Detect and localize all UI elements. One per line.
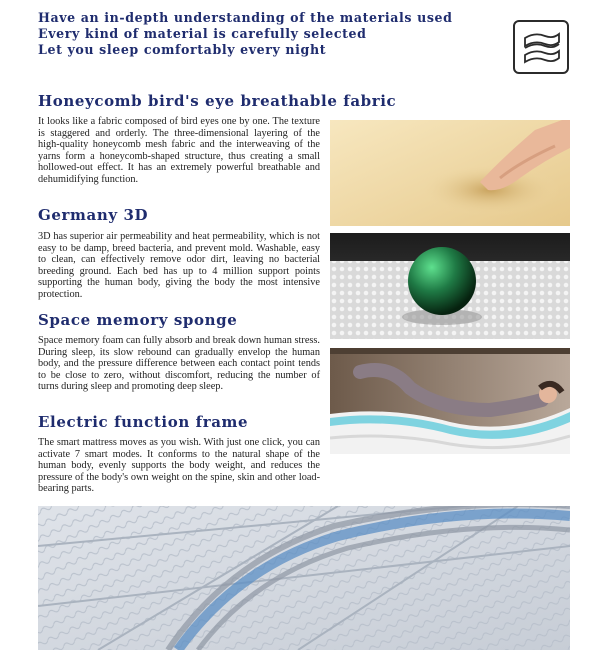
section-body-honeycomb: It looks like a fabric composed of bird eyes one by one. The texture is staggered and orderly. The three-dimensional layering of the high-quality honeycomb mesh fabric and the interweaving of the yarns form a honeycomb-shaped structure, thus creating a small hollowed-out effect. It has an extremely powerful breathable and dehumidifying function. xyxy=(38,116,320,185)
section-title-memory-sponge: Space memory sponge xyxy=(38,311,238,329)
section-title-germany-3d: Germany 3D xyxy=(38,206,149,224)
memory-foam-hand-image xyxy=(330,120,570,226)
section-title-honeycomb: Honeycomb bird's eye breathable fabric xyxy=(38,92,397,110)
intro-heading xyxy=(38,10,478,58)
intro-line-3: Let you sleep comfortably every night xyxy=(38,42,327,57)
section-body-electric-frame: The smart mattress moves as you wish. With just one click, you can activate 7 smart modes. It conforms to the natural shape of the human body, evenly supports the body weight, and reduces the pressure of the body's own weight on the spine, skin and other load-bearing parts. xyxy=(38,437,320,495)
section-body-germany-3d: 3D has superior air permeability and heat permeability, which is not easy to be damp, breed bacteria, and prevent mold. Washable, easy to clean, can effectively remove odor dirt, leaving no bacterial breeding ground. Each bed has up to 4 million support points supporting the human body, giving the body the most intensive protection. xyxy=(38,231,320,300)
intro-line-2: Every kind of material is carefully selected xyxy=(38,26,367,41)
section-body-memory-sponge: Space memory foam can fully absorb and break down human stress. During sleep, its slow rebound can gradually envelop the human body, and the pressure difference between each contact point tends to be close to zero, without discomfort, reducing the number of turns during sleep and promoting deep sleep. xyxy=(38,335,320,393)
section-title-electric-frame: Electric function frame xyxy=(38,413,249,431)
woman-on-gel-mattress-image xyxy=(330,348,570,454)
3d-mesh-sphere-image xyxy=(330,233,570,339)
intro-line-1: Have an in-depth understanding of the materials used xyxy=(38,10,453,25)
quilted-mattress-image xyxy=(38,506,570,650)
layers-icon xyxy=(513,20,569,74)
